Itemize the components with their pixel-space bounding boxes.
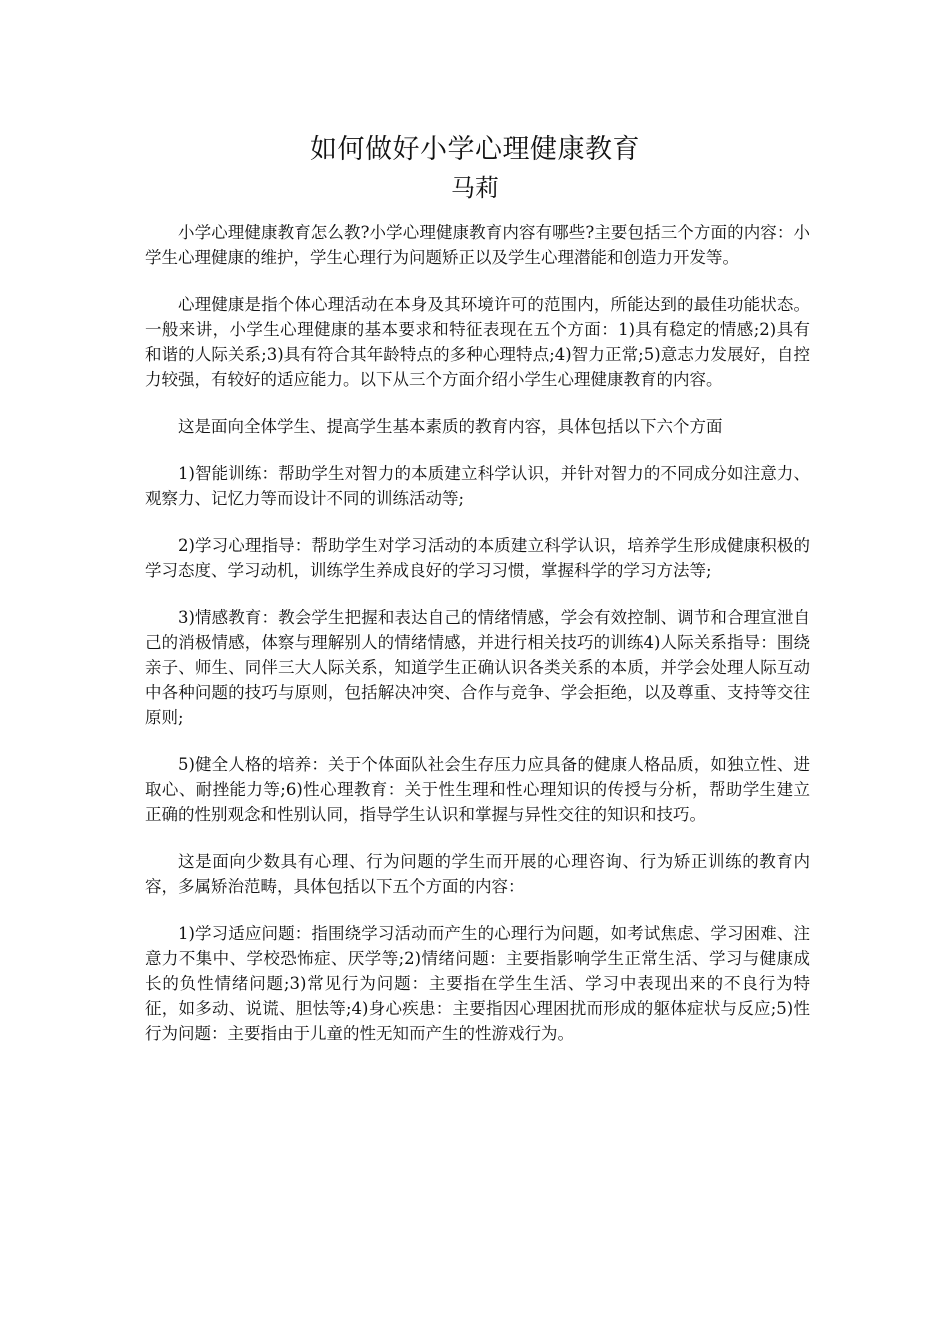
paragraph-8: 这是面向少数具有心理、行为问题的学生而开展的心理咨询、行为矫正训练的教育内容，多属矫治范畴，具体包括以下五个方面的内容： bbox=[145, 852, 810, 896]
paragraph-5: 2)学习心理指导：帮助学生对学习活动的本质建立科学认识，培养学生形成健康积极的学习态度、学习动机，训练学生养成良好的学习习惯，掌握科学的学习方法等; bbox=[145, 536, 810, 580]
document-body bbox=[145, 220, 810, 1068]
paragraph-6: 3)情感教育：教会学生把握和表达自己的情绪情感，学会有效控制、调节和合理宣泄自己的消极情感，体察与理解别人的情绪情感，并进行相关技巧的训练4)人际关系指导：围绕亲子、师生、同伴三大人际关系，知道学生正确认识各类关系的本质，并学会处理人际互动中各种问题的技巧与原则，包括解决冲突、合作与竞争、学会拒绝，以及尊重、支持等交往原则; bbox=[145, 608, 810, 727]
paragraph-9: 1)学习适应问题：指围绕学习活动而产生的心理行为问题，如考试焦虑、学习困难、注意力不集中、学校恐怖症、厌学等;2)情绪问题：主要指影响学生正常生活、学习与健康成长的负性情绪问题;3)常见行为问题：主要指在学生生活、学习中表现出来的不良行为特征，如多动、说谎、胆怯等;4)身心疾患：主要指因心理困扰而形成的躯体症状与反应;5)性行为问题：主要指由于儿童的性无知而产生的性游戏行为。 bbox=[145, 924, 810, 1043]
paragraph-3: 这是面向全体学生、提高学生基本素质的教育内容，具体包括以下六个方面 bbox=[178, 417, 723, 436]
paragraph-4: 1)智能训练：帮助学生对智力的本质建立科学认识，并针对智力的不同成分如注意力、观察力、记忆力等而设计不同的训练活动等; bbox=[145, 464, 810, 508]
document-title: 如何做好小学心理健康教育 bbox=[310, 134, 640, 165]
paragraph-2: 心理健康是指个体心理活动在本身及其环境许可的范围内，所能达到的最佳功能状态。一般来讲，小学生心理健康的基本要求和特征表现在五个方面：1)具有稳定的情感;2)具有和谐的人际关系;3)具有符合其年龄特点的多种心理特点;4)智力正常;5)意志力发展好，自控力较强，有较好的适应能力。以下从三个方面介绍小学生心理健康教育的内容。 bbox=[145, 295, 810, 389]
paragraph-1: 小学心理健康教育怎么教?小学心理健康教育内容有哪些?主要包括三个方面的内容：小学生心理健康的维护，学生心理行为问题矫正以及学生心理潜能和创造力开发等。 bbox=[145, 223, 810, 267]
paragraph-7: 5)健全人格的培养：关于个体面队社会生存压力应具备的健康人格品质，如独立性、进取心、耐挫能力等;6)性心理教育：关于性生理和性心理知识的传授与分析，帮助学生建立正确的性别观念和性别认同，指导学生认识和掌握与异性交往的知识和技巧。 bbox=[145, 755, 810, 824]
document-author: 马莉 bbox=[451, 174, 499, 202]
